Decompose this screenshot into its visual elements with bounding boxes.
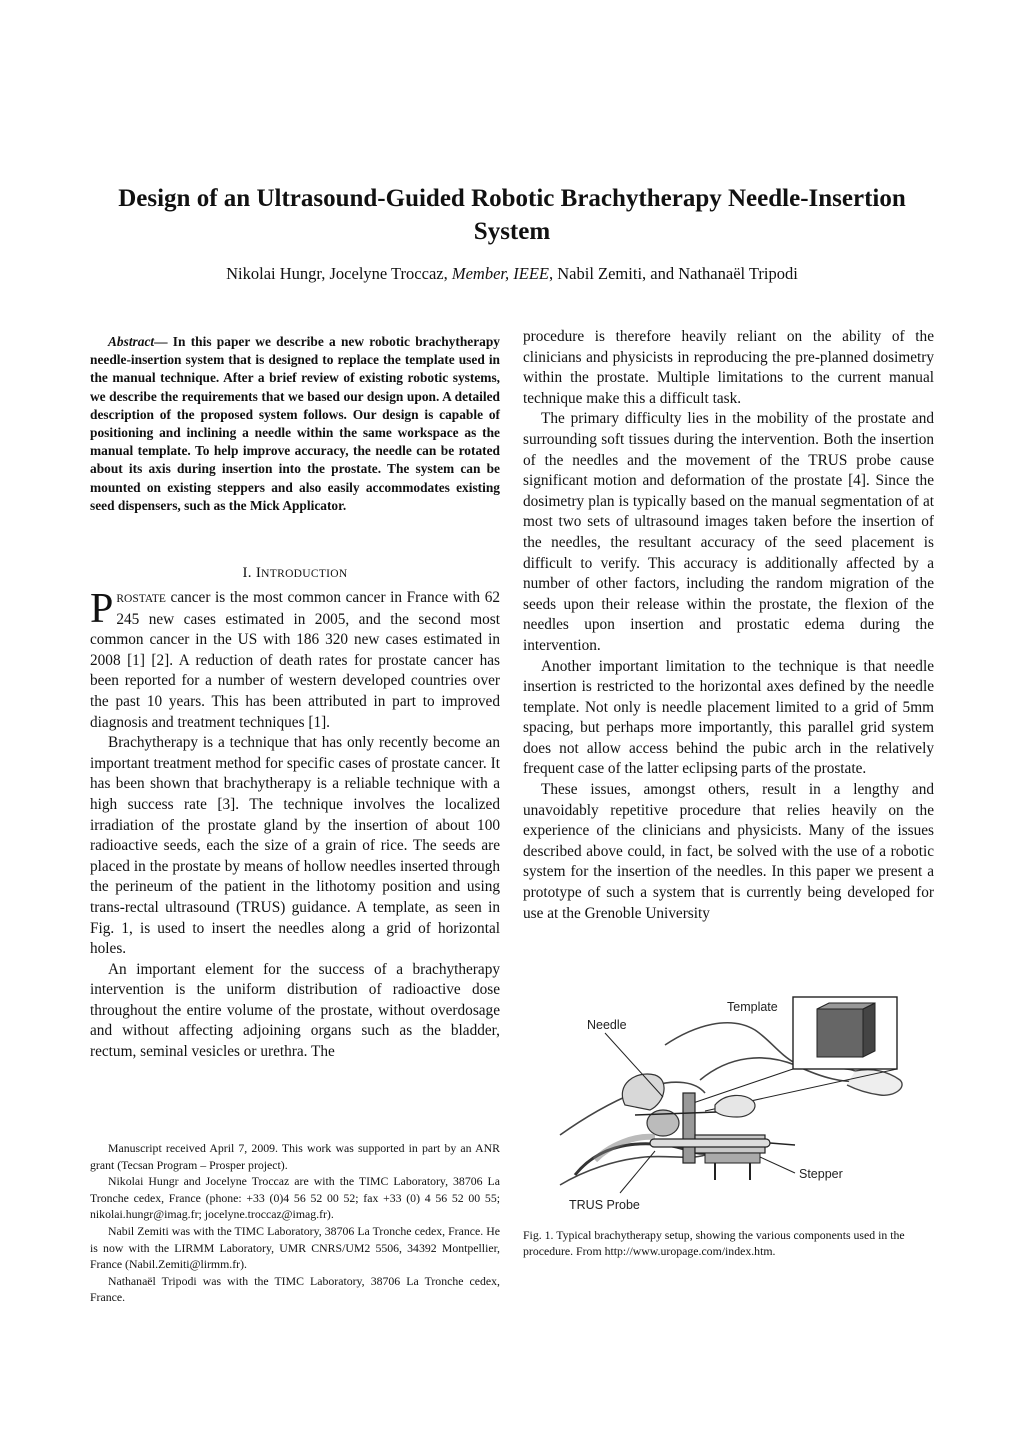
section-initial: I [255,565,262,581]
section-title-rest: NTRODUCTION [261,568,348,580]
intro-paragraph-3: An important element for the success of a brachytherapy intervention is the uniform distribution of radioactive dose throughout the entire volume of the prostate, without overdosage and without affecting adjoining organs such as the bladder, rectum, seminal vesicles or urethra. The [90,960,500,1061]
intro-smallcaps: ROSTATE [116,593,166,605]
footnote-2: Nikolai Hungr and Jocelyne Troccaz are with the TIMC Laboratory, 38706 La Tronche cedex, France (phone: +33 (0)4 56 52 00 52; fax +33 (0) 4 56 52 00 55; nikolai.hungr@imag.fr; jocelyne.troccaz@imag.fr). [90,1174,500,1222]
footnote-1: Manuscript received April 7, 2009. This work was supported in part by an ANR grant (Tecsan Program – Prosper project). [90,1141,500,1172]
right-paragraph-1: procedure is therefore heavily reliant on the ability of the clinicians and physicists in reproducing the pre-planned dosimetry within the prostate. Multiple limitations to the current manual technique make this a difficult task. [523,328,934,407]
intro-paragraph-2: Brachytherapy is a technique that has only recently become an important treatment method for specific cases of prostate cancer. It has been shown that brachytherapy is a reliable technique with a high success rate [3]. The technique involves the localized irradiation of the prostate gland by the insertion of about 100 radioactive seeds, each the size of a grain of rice. The seeds are placed in the prostate by means of hollow needles inserted through the perineum of the patient in the lithotomy position and using trans-rectal ultrasound (TRUS) guidance. A template, as seen in Fig. 1, is used to insert the needles along a grid of horizontal holes. [90,734,500,958]
figure-label-template: Template [727,1000,778,1014]
abstract-label: Abstract [108,334,155,349]
right-paragraph-2: The primary difficulty lies in the mobility of the prostate and surrounding soft tissues during the intervention. Both the insertion of the needles and the movement of the TRUS probe cause significant motion and deformation of the prostate [4]. Since the dosimetry plan is typically based on the manual segmentation of at most two sets of ultrasound images taken before the insertion of the needles, the resultant accuracy of the seed placement is difficult to verify. This accuracy is additionally affected by a number of other factors, including the random migration of the seeds upon their release within the prostate, the flexion of the needles upon insertion and prostatic edema during the intervention. [523,410,934,654]
abstract-dash: — [154,334,173,349]
figure-label-needle: Needle [587,1018,627,1032]
figure-1-caption: Fig. 1. Typical brachytherapy setup, showing the various components used in the procedure. From http://www.uropage.com/index.htm. [523,1228,905,1259]
intro-paragraph-1 [90,588,500,733]
intro-p1-text: cancer is the most common cancer in France with 62 245 new cases estimated in 2005, and the second most common cancer in the US with 186 320 new cases estimated in 2008 [1] [2]. A reduction of death rates for prostate cancer has been reported for a number of western developed countries over the past 10 years. This has been attributed in part to improved diagnosis and treatment techniques [1]. [90,589,500,731]
figure-1 [555,985,935,1217]
authors-part2: , Nabil Zemiti, and Nathanaël Tripodi [549,264,798,283]
section-heading-introduction [90,565,500,582]
abstract [90,333,500,515]
right-paragraph-3: Another important limitation to the technique is that needle insertion is restricted to the horizontal axes defined by the needle template. Not only is needle placement limited to a grid of 5mm spacing, but perhaps more importantly, this parallel grid system does not allow access behind the pubic arch in the relatively frequent case of the latter eclipsing parts of the prostate. [523,657,934,778]
footnote-3: Nabil Zemiti was with the TIMC Laboratory, 38706 La Tronche cedex, France. He is now with the LIRMM Laboratory, UMR CNRS/UM2 5506, 34392 Montpellier, France (Nabil.Zemiti@lirmm.fr). [90,1223,500,1272]
drop-cap: P [90,586,114,632]
figure-label-trus-probe: TRUS Probe [569,1198,640,1212]
figure-label-stepper: Stepper [799,1167,843,1181]
authors-part1: Nikolai Hungr, Jocelyne Troccaz, [226,264,452,283]
author-list [80,263,944,285]
paper-title: Design of an Ultrasound-Guided Robotic Brachytherapy Needle-Insertion System [118,185,906,245]
brachytherapy-setup-illustration [555,985,935,1217]
authors-member: Member, IEEE [451,264,549,283]
footnotes [90,1140,500,1306]
left-column [90,588,500,1063]
section-number: I. [242,565,256,581]
footnote-4: Nathanaël Tripodi was with the TIMC Laboratory, 38706 La Tronche cedex, France. [90,1273,500,1305]
right-paragraph-4: These issues, amongst others, result in a lengthy and unavoidably repetitive procedure that relies heavily on the experience of the clinicians and physicists. Many of the issues described above could, in fact, be solved with the use of a robotic system for the insertion of the needles. In this paper we present a prototype of such a system that is currently being developed for use at the Grenoble University [523,781,934,922]
abstract-text: In this paper we describe a new robotic brachytherapy needle-insertion system that is designed to replace the template used in the manual technique. After a brief review of existing robotic systems, we describe the requirements that we based our design upon. A detailed description of the proposed system follows. Our design is capable of positioning and inclining a needle within the same workspace as the manual template. To help improve accuracy, the needle can be rotated about its axis during insertion into the prostate. The system can be mounted on existing steppers and also easily accommodates existing seed dispensers, such as the Mick Applicator. [90,334,500,513]
right-column [523,327,934,924]
